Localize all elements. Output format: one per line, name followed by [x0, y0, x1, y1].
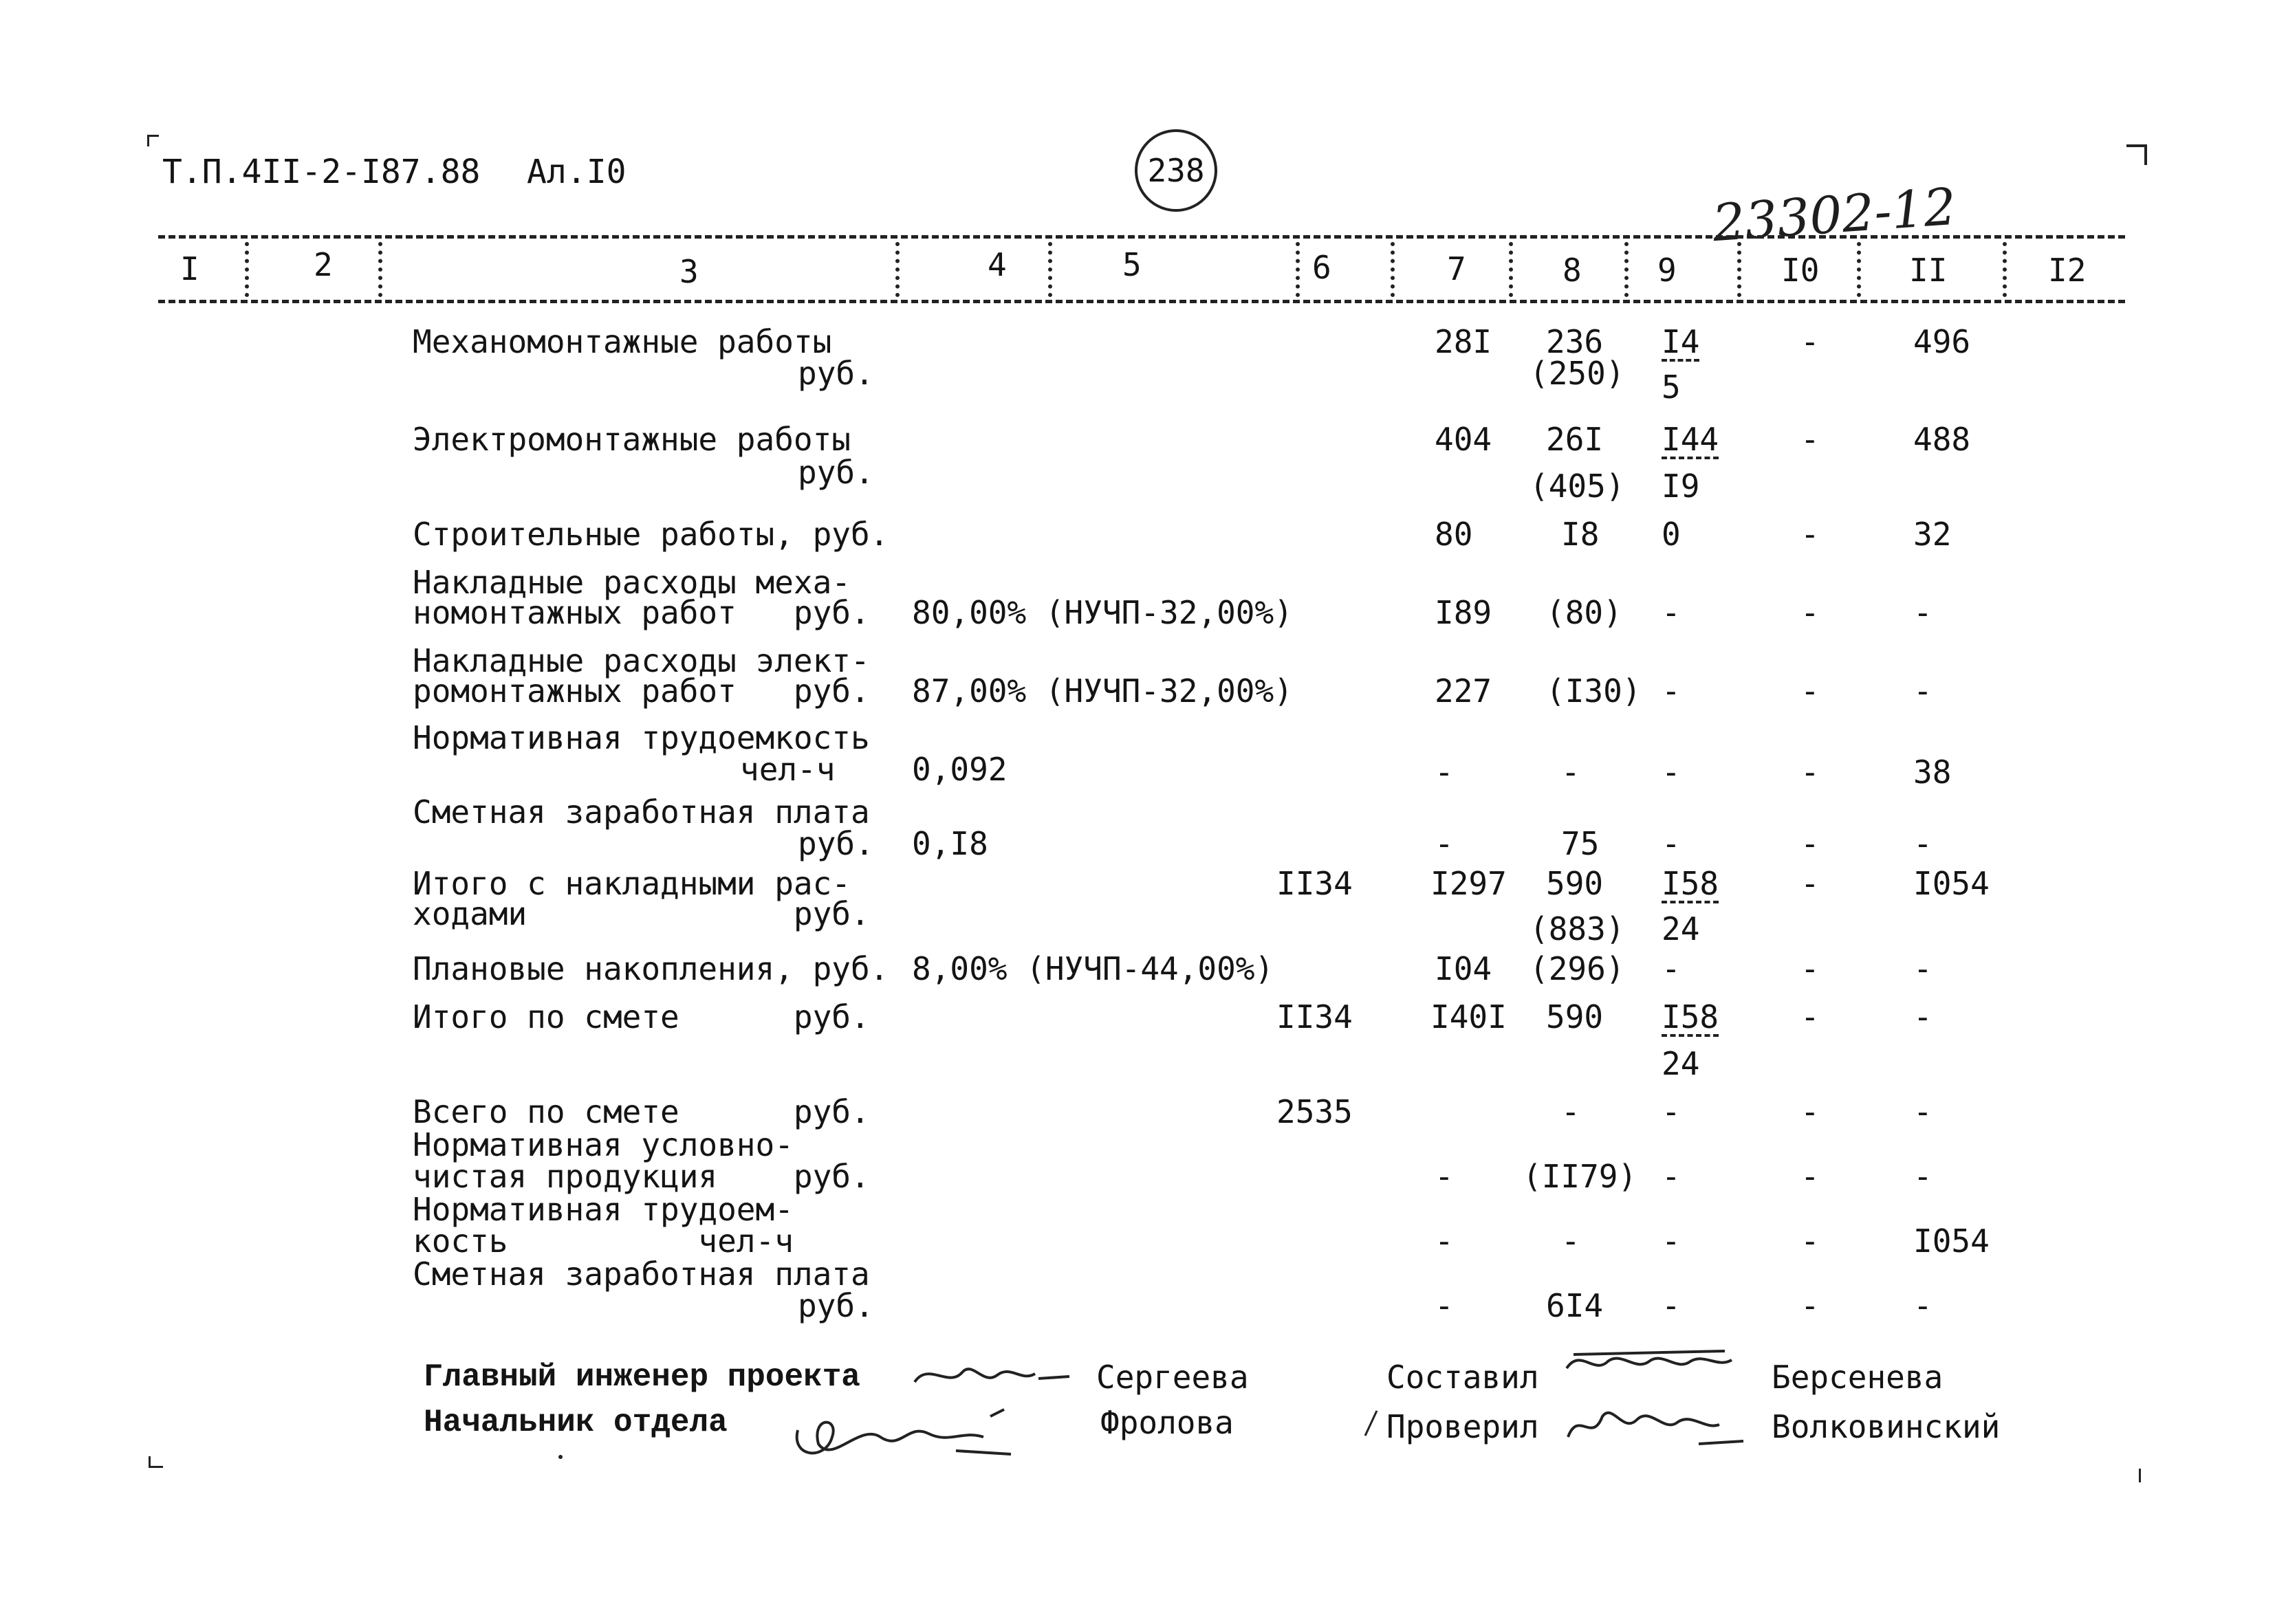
cell-col10: -: [1800, 998, 1820, 1035]
cell-col11: -: [1913, 998, 1933, 1035]
cell-col7: -: [1435, 1222, 1454, 1260]
cell-col8: 75: [1561, 825, 1600, 862]
row-label: Механомонтажные работы: [413, 323, 832, 360]
cell-col9-top: I58: [1662, 865, 1719, 902]
cell-col11: 38: [1913, 754, 1952, 791]
cell-col10: -: [1800, 825, 1820, 862]
cell-col10: -: [1800, 323, 1820, 360]
col-sep-2: [378, 242, 382, 297]
cell-col9: -: [1662, 950, 1681, 987]
col-header-10: I0: [1781, 252, 1820, 289]
chief-engineer-label: Главный инженер проекта: [424, 1359, 860, 1395]
cell-col8: -: [1561, 1093, 1580, 1130]
cell-rate: 0,I8: [912, 825, 988, 862]
cell-col11: -: [1913, 950, 1933, 987]
col-sep-7: [1509, 242, 1513, 297]
row-label-unit: руб.: [798, 454, 874, 491]
cell-col11: I054: [1913, 1222, 1990, 1260]
cell-col9-bottom: I9: [1662, 468, 1700, 505]
cell-col10: -: [1800, 421, 1820, 458]
col-header-11: II: [1909, 252, 1948, 289]
col-sep-3: [895, 242, 900, 297]
col-header-12: I2: [2048, 252, 2087, 289]
col-sep-9: [1737, 242, 1741, 297]
album-number: Ал.I0: [527, 153, 627, 191]
row-label: Итого с накладными рас-: [413, 865, 851, 902]
row-label-unit: кость чел-ч: [413, 1222, 794, 1260]
cell-col7: 227: [1435, 672, 1492, 710]
col-sep-11: [2003, 242, 2007, 297]
row-label-unit: ходами руб.: [413, 895, 870, 932]
cell-col9: -: [1662, 672, 1681, 710]
corner-mark-top-right: [2126, 144, 2147, 165]
row-label-unit: чистая продукция руб.: [413, 1158, 870, 1195]
corner-mark-bottom-left: [149, 1456, 163, 1468]
cell-col9: -: [1662, 754, 1681, 791]
compiled-label: Составил: [1386, 1359, 1539, 1396]
row-label: Итого по смете руб.: [413, 998, 870, 1035]
col-header-6: 6: [1312, 249, 1331, 286]
cell-col10: -: [1800, 516, 1820, 553]
col-sep-8: [1624, 242, 1629, 297]
cell-col7: -: [1435, 825, 1454, 862]
cell-col9-top: I58: [1662, 998, 1719, 1035]
cell-col7: 80: [1435, 516, 1473, 553]
cell-col8: (296): [1530, 950, 1625, 987]
chief-engineer-name: Сергеева: [1096, 1359, 1249, 1396]
col-header-4: 4: [988, 246, 1007, 283]
page-number-circle: [1135, 129, 1217, 212]
cell-col10: -: [1800, 865, 1820, 902]
cell-col7: 28I: [1435, 323, 1492, 360]
cell-col10: -: [1800, 754, 1820, 791]
col-sep-5: [1296, 242, 1300, 297]
cell-col11: 496: [1913, 323, 1971, 360]
cell-col9-bottom: 24: [1662, 1045, 1700, 1082]
col-sep-6: [1391, 242, 1395, 297]
cell-col11: I054: [1913, 865, 1990, 902]
cell-col7: 404: [1435, 421, 1492, 458]
cell-col8: 590: [1546, 865, 1604, 902]
cell-col10: -: [1800, 672, 1820, 710]
compiled-signature: [1560, 1341, 1745, 1389]
cell-col11: -: [1913, 1093, 1933, 1130]
col-header-8: 8: [1563, 252, 1582, 289]
col-header-3: 3: [679, 253, 699, 290]
cell-col9: -: [1662, 1158, 1681, 1195]
cell-rate: 8,00% (НУЧП-44,00%): [912, 950, 1274, 987]
row-label: Нормативная трудоемкость: [413, 719, 870, 756]
speck: [558, 1455, 563, 1459]
row-label: Нормативная трудоем-: [413, 1191, 794, 1228]
cell-col11: -: [1913, 1287, 1933, 1324]
document-code: Т.П.4II-2-I87.88: [162, 153, 481, 191]
col-sep-1: [245, 242, 249, 297]
row-label: Нормативная условно-: [413, 1126, 794, 1163]
cell-col6: II34: [1276, 865, 1353, 902]
cell-col9: -: [1662, 1287, 1681, 1324]
dept-head-signature: [784, 1396, 1032, 1471]
cell-col11: -: [1913, 1158, 1933, 1195]
stamp-number: 23302-12: [1710, 177, 1959, 254]
row-label-unit: чел-ч: [740, 751, 836, 788]
row-label: Накладные расходы меха-: [413, 564, 851, 601]
col-header-2: 2: [314, 246, 333, 283]
cell-col8: I8: [1561, 516, 1600, 553]
compiled-name: Берсенева: [1772, 1359, 1944, 1396]
cell-rate: 0,092: [912, 751, 1008, 788]
cell-rate: 80,00% (НУЧП-32,00%): [912, 594, 1293, 631]
cell-col6: II34: [1276, 998, 1353, 1035]
checked-label: Проверил: [1386, 1408, 1539, 1445]
cell-col8: (I30): [1546, 672, 1642, 710]
header-rule-top: [158, 235, 2125, 239]
cell-col9: -: [1662, 1093, 1681, 1130]
cell-col9: -: [1662, 1222, 1681, 1260]
col-header-9: 9: [1657, 252, 1677, 289]
row-label: Строительные работы, руб.: [413, 516, 889, 553]
chief-engineer-signature: [908, 1348, 1073, 1403]
page-number: 238: [1147, 152, 1205, 189]
checked-signature: [1561, 1396, 1747, 1451]
cell-col8: 590: [1546, 998, 1604, 1035]
row-label: Электромонтажные работы: [413, 421, 851, 458]
col-header-1: I: [180, 250, 199, 287]
cell-col7: I89: [1435, 594, 1492, 631]
row-label: Плановые накопления, руб.: [413, 950, 889, 987]
col-sep-4: [1048, 242, 1052, 297]
cell-col9: -: [1662, 825, 1681, 862]
cell-col10: -: [1800, 594, 1820, 631]
cell-col11: -: [1913, 825, 1933, 862]
speck: [2139, 1469, 2141, 1482]
cell-col10: -: [1800, 1222, 1820, 1260]
row-label-unit: руб.: [798, 355, 874, 392]
cell-col10: -: [1800, 950, 1820, 987]
cell-rate: 87,00% (НУЧП-32,00%): [912, 672, 1293, 710]
header-rule-bottom: [158, 300, 2125, 303]
cell-col8-paren: (883): [1530, 910, 1625, 947]
row-label-unit: руб.: [798, 1287, 874, 1324]
cell-col9: -: [1662, 594, 1681, 631]
cell-col8: 236: [1546, 323, 1604, 360]
cell-col8-paren: (405): [1530, 468, 1625, 505]
cell-col8: (80): [1546, 594, 1622, 631]
cell-col9-bottom: 24: [1662, 910, 1700, 947]
tick-mark: [1364, 1410, 1378, 1436]
col-header-5: 5: [1122, 246, 1142, 283]
cell-col10: -: [1800, 1093, 1820, 1130]
cell-col8: 26I: [1546, 421, 1604, 458]
row-label-unit: ромонтажных работ руб.: [413, 672, 870, 710]
cell-col7: I04: [1435, 950, 1492, 987]
cell-col11: -: [1913, 594, 1933, 631]
dept-head-label: Начальник отдела: [424, 1405, 728, 1440]
cell-col8: (II79): [1523, 1158, 1637, 1195]
row-label: Сметная заработная плата: [413, 793, 870, 831]
cell-col11: 488: [1913, 421, 1971, 458]
cell-col9-top: I44: [1662, 421, 1719, 458]
dept-head-name: Фролова: [1100, 1404, 1234, 1441]
cell-col11: 32: [1913, 516, 1952, 553]
checked-name: Волковинский: [1772, 1408, 2001, 1445]
row-label-unit: номонтажных работ руб.: [413, 594, 870, 631]
cell-col10: -: [1800, 1158, 1820, 1195]
col-sep-10: [1857, 242, 1861, 297]
cell-col10: -: [1800, 1287, 1820, 1324]
cell-col8: -: [1561, 754, 1580, 791]
cell-col8: -: [1561, 1222, 1580, 1260]
cell-col7: I40I: [1430, 998, 1507, 1035]
cell-col9-bottom: 5: [1662, 369, 1681, 406]
cell-col7: I297: [1430, 865, 1507, 902]
cell-col7: -: [1435, 1287, 1454, 1324]
row-label: Сметная заработная плата: [413, 1255, 870, 1293]
corner-mark-top-left: [147, 135, 159, 146]
cell-col9: 0: [1662, 516, 1681, 553]
cell-col7: -: [1435, 754, 1454, 791]
row-label: Накладные расходы элект-: [413, 642, 870, 679]
cell-col7: -: [1435, 1158, 1454, 1195]
cell-col9-top: I4: [1662, 323, 1700, 360]
row-label: Всего по смете руб.: [413, 1093, 870, 1130]
cell-col11: -: [1913, 672, 1933, 710]
col-header-7: 7: [1447, 250, 1466, 287]
cell-col8-paren: (250): [1530, 355, 1625, 392]
cell-col6: 2535: [1276, 1093, 1353, 1130]
row-label-unit: руб.: [798, 825, 874, 862]
cell-col8: 6I4: [1546, 1287, 1604, 1324]
